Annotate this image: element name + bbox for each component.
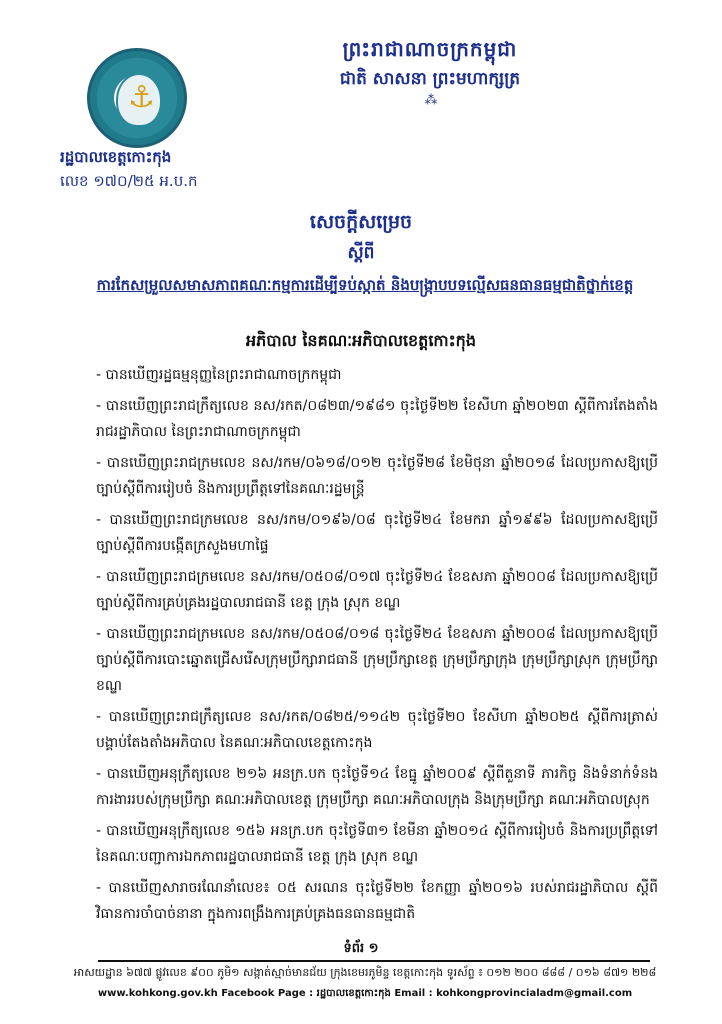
- document-type: សេចក្ដីសម្រេច: [309, 211, 413, 233]
- provincial-seal-logo: [87, 48, 187, 148]
- concerning-label: ស្ដីពី: [347, 243, 375, 263]
- list-item: - បានឃើញព្រះរាជក្រឹត្យលេខ នស/រកត/០៨២៥/១១៤២ ចុះថ្ងៃទី២០ ខែសីហា ឆ្នាំ២០២៥ ស្ដីពីការត្រាស់បង្គាប់តែងតាំងអភិបាល នៃគណៈអភិបាលខេត្តកោះកុង: [96, 709, 658, 751]
- footer-address: អាសយដ្ឋាន ៦៧៧ ផ្លូវលេខ ៩០០ ភូមិ១ សង្កាត់ស្មាច់មានជ័យ ក្រុងខេមរភូមិន្ទ ខេត្តកោះកុង ទូរស័ព្ទ ៖ ០១២ ២០០ ៨៨៨ / ០១៦ ៨៧១ ២២៨: [73, 966, 657, 979]
- list-item: - បានឃើញព្រះរាជក្រឹត្យលេខ នស/រកត/០៨២៣/១៩៨១ ចុះថ្ងៃទី២២ ខែសីហា ឆ្នាំ២០២៣ ស្ដីពីការតែងតាំងរាជរដ្ឋាភិបាល នៃព្រះរាជាណាចក្រកម្ពុជា: [96, 398, 658, 440]
- anchor-icon: ⚓: [128, 80, 155, 115]
- legal-basis-list: [96, 362, 658, 932]
- ornament-divider: ⁂: [424, 93, 438, 108]
- footer-divider: [98, 960, 650, 962]
- list-item: - បានឃើញអនុក្រឹត្យលេខ ១៥៦ អនក្រ.បក ចុះថ្ងៃទី៣១ ខែមីនា ឆ្នាំ២០១៤ ស្ដីពីការរៀបចំ និងការប្រព្រឹត្តទៅ នៃគណៈបញ្ជាការឯកភាពរដ្ឋបាលរាជធានី ខេត្ត ក្រុង ស្រុក ខណ្ឌ: [96, 823, 658, 865]
- document-subject: ការកែសម្រួលសមាសភាពគណៈកម្មការដើម្បីទប់ស្កាត់ និងបង្ក្រាបបទល្មើសធនធានធម្មជាតិថ្នាក់ខេត្ត: [96, 276, 634, 294]
- list-item: - បានឃើញរដ្ឋធម្មនុញ្ញនៃព្រះរាជាណាចក្រកម្ពុជា: [96, 367, 342, 383]
- national-motto: ជាតិ សាសនា ព្រះមហាក្សត្រ: [339, 69, 521, 89]
- list-item: - បានឃើញព្រះរាជក្រមលេខ នស/រកម/០១៩៦/០៨ ចុះថ្ងៃទី២៤ ខែមករា ឆ្នាំ១៩៩៦ ដែលប្រកាសឱ្យប្រើច្បាប់ស្ដីពីការបង្កើតក្រសួងមហាផ្ទៃ: [96, 512, 658, 554]
- page-number: ទំព័រ ១: [343, 941, 379, 956]
- issuing-authority: រដ្ឋបាលខេត្តកោះកុង: [60, 148, 172, 166]
- list-item: - បានឃើញព្រះរាជក្រមលេខ នស/រកម/០៦១៨/០១២ ចុះថ្ងៃទី២៨ ខែមិថុនា ឆ្នាំ២០១៨ ដែលប្រកាសឱ្យប្រើច្បាប់ស្ដីពីការរៀបចំ និងការប្រព្រឹត្តទៅនៃគណៈរដ្ឋមន្ត្រី: [96, 455, 658, 497]
- reference-number: លេខ ១៧០/២៥ អ.ប.ក: [60, 172, 198, 190]
- list-item: - បានឃើញព្រះរាជក្រមលេខ នស/រកម/០៥០៨/០១៧ ចុះថ្ងៃទី២៤ ខែឧសភា ឆ្នាំ២០០៨ ដែលប្រកាសឱ្យប្រើច្បាប់ស្ដីពីការគ្រប់គ្រងរដ្ឋបាលរាជធានី ខេត្ត ក្រុង ស្រុក ខណ្ឌ: [96, 569, 658, 611]
- list-item: - បានឃើញព្រះរាជក្រមលេខ នស/រកម/០៥០៨/០១៨ ចុះថ្ងៃទី២៤ ខែឧសភា ឆ្នាំ២០០៨ ដែលប្រកាសឱ្យប្រើច្បាប់ស្ដីពីការបោះឆ្នោតជ្រើសរើសក្រុមប្រឹក្សារាជធានី ក្រុមប្រឹក្សាខេត្ត ក្រុមប្រឹក្សាក្រុង ក្រុមប្រឹក្សាស្រុក ក្រុមប្រឹក្សាខណ្ឌ: [96, 626, 658, 694]
- kingdom-heading: ព្រះរាជាណាចក្រកម្ពុជា: [342, 37, 518, 61]
- issuing-official: អភិបាល នៃគណៈអភិបាលខេត្តកោះកុង: [246, 331, 476, 350]
- list-item: - បានឃើញសារាចរណែនាំលេខ៖ ០៥ សរណន ចុះថ្ងៃទី២២ ខែកញ្ញា ឆ្នាំ២០១៦ របស់រាជរដ្ឋាភិបាល ស្ដីពីវិធានការចាំបាច់នានា ក្នុងការពង្រឹងការគ្រប់គ្រងធនធានធម្មជាតិ: [96, 880, 658, 922]
- list-item: - បានឃើញអនុក្រឹត្យលេខ ២១៦ អនក្រ.បក ចុះថ្ងៃទី១៤ ខែធ្នូ ឆ្នាំ២០០៩ ស្ដីពីតួនាទី ភារកិច្ច និងទំនាក់ទំនងការងាររបស់ក្រុមប្រឹក្សា គណៈអភិបាលខេត្ត ក្រុមប្រឹក្សា គណៈអភិបាលក្រុង និងក្រុមប្រឹក្សា គណៈអភិបាលស្រុក: [96, 766, 658, 808]
- footer-contact: www.kohkong.gov.kh Facebook Page : រដ្ឋបាលខេត្តកោះកុង Email : kohkongprovincialadm@gmail.com: [97, 988, 633, 999]
